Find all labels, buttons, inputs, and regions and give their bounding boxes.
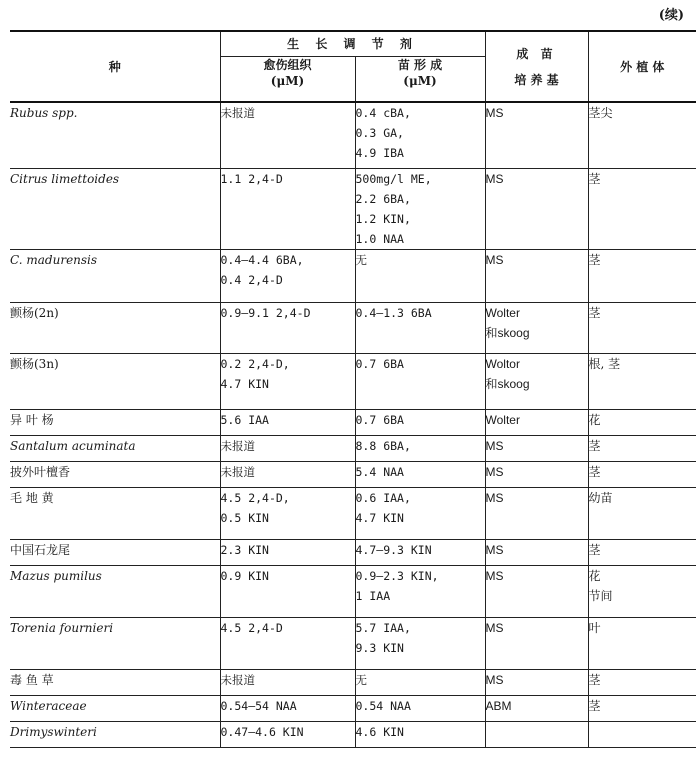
cell-shoot-text: 0.4 cBA, [355,106,411,120]
cell-explant [588,487,696,539]
table-row [10,539,696,565]
cell-shoot [355,617,485,669]
cell-callus [220,695,355,721]
table-row [10,487,696,539]
cell-explant [588,695,696,721]
cell-explant-text: 茎 [588,171,601,186]
header-callus-label: 愈伤组织 [263,58,312,72]
table-row [10,695,696,721]
cell-species [10,409,220,435]
cell-explant-text: 花 [588,412,601,427]
cell-callus [220,487,355,539]
cell-shoot [355,249,485,302]
cell-explant-text: 花 [588,568,601,583]
cell-explant [588,461,696,487]
cell-shoot-text: 8.8 6BA, [355,438,411,453]
cell-species [10,721,220,747]
cell-shoot [355,302,485,353]
cell-callus-text: 未报道 [220,464,255,479]
cell-explant [588,353,696,409]
cell-medium-text: MS [485,464,504,479]
cell-callus-text: 0.54—54 NAA [220,698,297,713]
cell-medium-text [486,722,588,742]
cell-species-text: Torenia fournieri [10,620,114,635]
cell-explant-text: 叶 [588,620,601,635]
cell-species [10,249,220,302]
cell-species [10,669,220,695]
cell-medium [485,302,588,353]
cell-shoot [355,102,485,168]
cell-shoot-text: 0.3 GA, [355,126,404,140]
cell-explant-text [589,722,697,742]
cell-explant [588,669,696,695]
cell-species [10,353,220,409]
cell-species [10,539,220,565]
table-row [10,249,696,302]
cell-callus-text: 未报道 [220,438,255,453]
cell-shoot-text: 500mg/l ME, [355,171,432,186]
cell-explant-text: 茎 [588,698,601,713]
cell-medium [485,353,588,409]
table-row [10,168,696,249]
cell-medium [485,695,588,721]
cell-species-text: Drimyswinteri [10,724,97,739]
cell-medium-text: MS [485,672,504,687]
cell-callus [220,539,355,565]
cell-species [10,461,220,487]
cell-shoot [355,695,485,721]
cell-medium-text: MS [485,620,504,635]
cell-callus [220,102,355,168]
cell-callus-text: 0.9 KIN [220,568,269,583]
cell-species-text: 毛 地 黄 [10,490,54,505]
cell-species-text: 异 叶 杨 [10,412,54,427]
cell-medium [485,565,588,617]
cell-shoot-text: 0.4—1.3 6BA [355,305,432,320]
header-medium-line1: 成 苗 [516,46,557,61]
cell-species-text: Mazus pumilus [10,568,102,583]
cell-species-text: Santalum acuminata [10,438,136,453]
cell-callus-text: 未报道 [220,672,255,687]
table-row [10,409,696,435]
header-medium-line2: 培 养 基 [514,72,559,87]
cell-explant [588,721,696,747]
cell-explant-text: 节间 [588,588,613,603]
cell-explant [588,617,696,669]
cell-callus [220,669,355,695]
cell-medium-text: Wolter [485,412,520,427]
cell-shoot-text: 5.7 IAA, [355,620,411,635]
header-callus-unit: (μM) [270,74,305,88]
cell-medium [485,487,588,539]
cell-shoot-text: 4.7—9.3 KIN [355,542,432,557]
cell-explant-text: 茎 [588,672,601,687]
cell-shoot [355,353,485,409]
cell-shoot [355,669,485,695]
cell-medium-text: 和skoog [485,376,530,391]
cell-species [10,102,220,168]
table-row [10,565,696,617]
cell-medium [485,435,588,461]
cell-shoot-text: 4.9 IBA [355,146,404,160]
cell-medium-text: MS [485,171,504,186]
cell-shoot-text: 无 [355,672,367,687]
table-row [10,617,696,669]
cell-callus-text: 0.47—4.6 KIN [220,724,304,739]
cell-medium-text: 和skoog [485,325,530,340]
cell-shoot [355,487,485,539]
cell-species [10,302,220,353]
cell-medium [485,409,588,435]
cell-species-text: C. madurensis [10,252,98,267]
cell-callus [220,353,355,409]
cell-callus [220,721,355,747]
cell-explant-text: 茎 [588,542,601,557]
cell-medium-text: MS [485,542,504,557]
cell-shoot [355,435,485,461]
table-row [10,669,696,695]
cell-shoot [355,461,485,487]
cell-medium-text: MS [485,568,504,583]
table-row [10,721,696,747]
cell-explant [588,168,696,249]
cell-medium-text: Woltor [485,356,520,371]
table-row [10,435,696,461]
cell-explant [588,302,696,353]
table-row [10,102,696,168]
cell-shoot [355,539,485,565]
header-medium [485,31,588,102]
cell-callus-text: 0.9—9.1 2,4-D [220,305,311,320]
cell-explant [588,409,696,435]
cell-medium-text: MS [485,252,504,267]
cell-explant [588,102,696,168]
header-shoot [355,57,485,103]
cell-shoot-text: 4.6 KIN [355,724,404,739]
cell-medium-text: MS [485,438,504,453]
header-shoot-unit: (μM) [403,74,437,88]
cell-species-text: 中国石龙尾 [10,542,71,557]
cell-callus [220,461,355,487]
cell-species-text: 颤杨(2n) [10,305,59,320]
cell-medium [485,249,588,302]
cell-medium-text: ABM [485,698,512,713]
cell-shoot [355,168,485,249]
cell-shoot-text: 0.54 NAA [355,698,411,713]
table-row [10,461,696,487]
cell-callus [220,565,355,617]
cell-medium [485,669,588,695]
continued-label: (续) [658,8,684,23]
cell-species [10,565,220,617]
cell-explant-text: 茎尖 [588,106,613,120]
cell-shoot-text: 无 [355,252,367,267]
cell-species [10,168,220,249]
cell-shoot-text: 0.6 IAA, [355,490,411,505]
cell-medium [485,102,588,168]
cell-explant [588,539,696,565]
cell-explant-text: 茎 [588,438,601,453]
cell-shoot-text: 9.3 KIN [355,640,404,655]
cell-shoot-text: 0.9—2.3 KIN, [355,568,439,583]
cell-callus-text: 未报道 [220,106,255,120]
cell-explant-text: 根, 茎 [588,356,621,371]
cell-callus-text: 4.5 2,4-D [220,620,283,635]
cell-species-text: Rubus spp. [10,106,78,120]
cell-species [10,435,220,461]
cell-medium-text: MS [485,106,504,120]
cell-species-text: Winteraceae [10,698,87,713]
cell-callus-text: 2.3 KIN [220,542,269,557]
table-row [10,302,696,353]
cell-callus-text: 0.2 2,4-D, [220,356,290,371]
cell-medium [485,539,588,565]
cell-shoot-text: 1.2 KIN, [355,211,411,226]
table-row [10,353,696,409]
cell-explant [588,249,696,302]
cell-callus [220,249,355,302]
header-callus [220,57,355,103]
cell-medium [485,461,588,487]
header-growth-regulator: 生 长 调 节 剂 [220,31,485,57]
cell-species [10,695,220,721]
cell-callus-text: 0.5 KIN [220,510,269,525]
cell-shoot-text: 1 IAA [355,588,391,603]
cell-explant [588,565,696,617]
cell-callus-text: 0.4 2,4-D [220,272,283,287]
cell-shoot-text: 0.7 6BA [355,356,404,371]
cell-species-text: 毒 鱼 草 [10,672,54,687]
cell-species-text: 颤杨(3n) [10,356,59,371]
cell-shoot-text: 2.2 6BA, [355,191,411,206]
cell-callus [220,409,355,435]
cell-explant-text: 茎 [588,305,601,320]
cell-shoot-text: 0.7 6BA [355,412,404,427]
cell-callus-text: 4.5 2,4-D, [220,490,290,505]
cell-shoot-text: 1.0 NAA [355,231,404,246]
cell-shoot [355,565,485,617]
cell-explant-text: 茎 [588,464,601,479]
cell-species [10,617,220,669]
cell-callus [220,617,355,669]
header-shoot-label: 苗 形 成 [397,58,443,72]
cell-callus [220,168,355,249]
cell-species-text: 披外叶檀香 [10,464,71,479]
cell-species-text: Citrus limettoides [10,171,120,186]
cell-callus-text: 0.4—4.4 6BA, [220,252,304,267]
cell-explant-text: 幼苗 [588,490,613,505]
cell-medium [485,168,588,249]
cell-shoot [355,721,485,747]
cell-explant-text: 茎 [588,252,601,267]
header-explant: 外 植 体 [588,31,696,102]
cell-medium-text: Wolter [485,305,520,320]
cell-callus-text: 4.7 KIN [220,376,269,391]
regulator-table [10,30,696,748]
cell-callus [220,435,355,461]
cell-explant [588,435,696,461]
cell-medium [485,721,588,747]
cell-species [10,487,220,539]
cell-medium-text: MS [485,490,504,505]
cell-callus-text: 1.1 2,4-D [220,171,283,186]
cell-callus [220,302,355,353]
cell-medium [485,617,588,669]
header-species: 种 [10,31,220,102]
cell-shoot-text: 5.4 NAA [355,464,404,479]
cell-callus-text: 5.6 IAA [220,412,269,427]
table-body [10,102,696,747]
cell-shoot-text: 4.7 KIN [355,510,404,525]
cell-shoot [355,409,485,435]
